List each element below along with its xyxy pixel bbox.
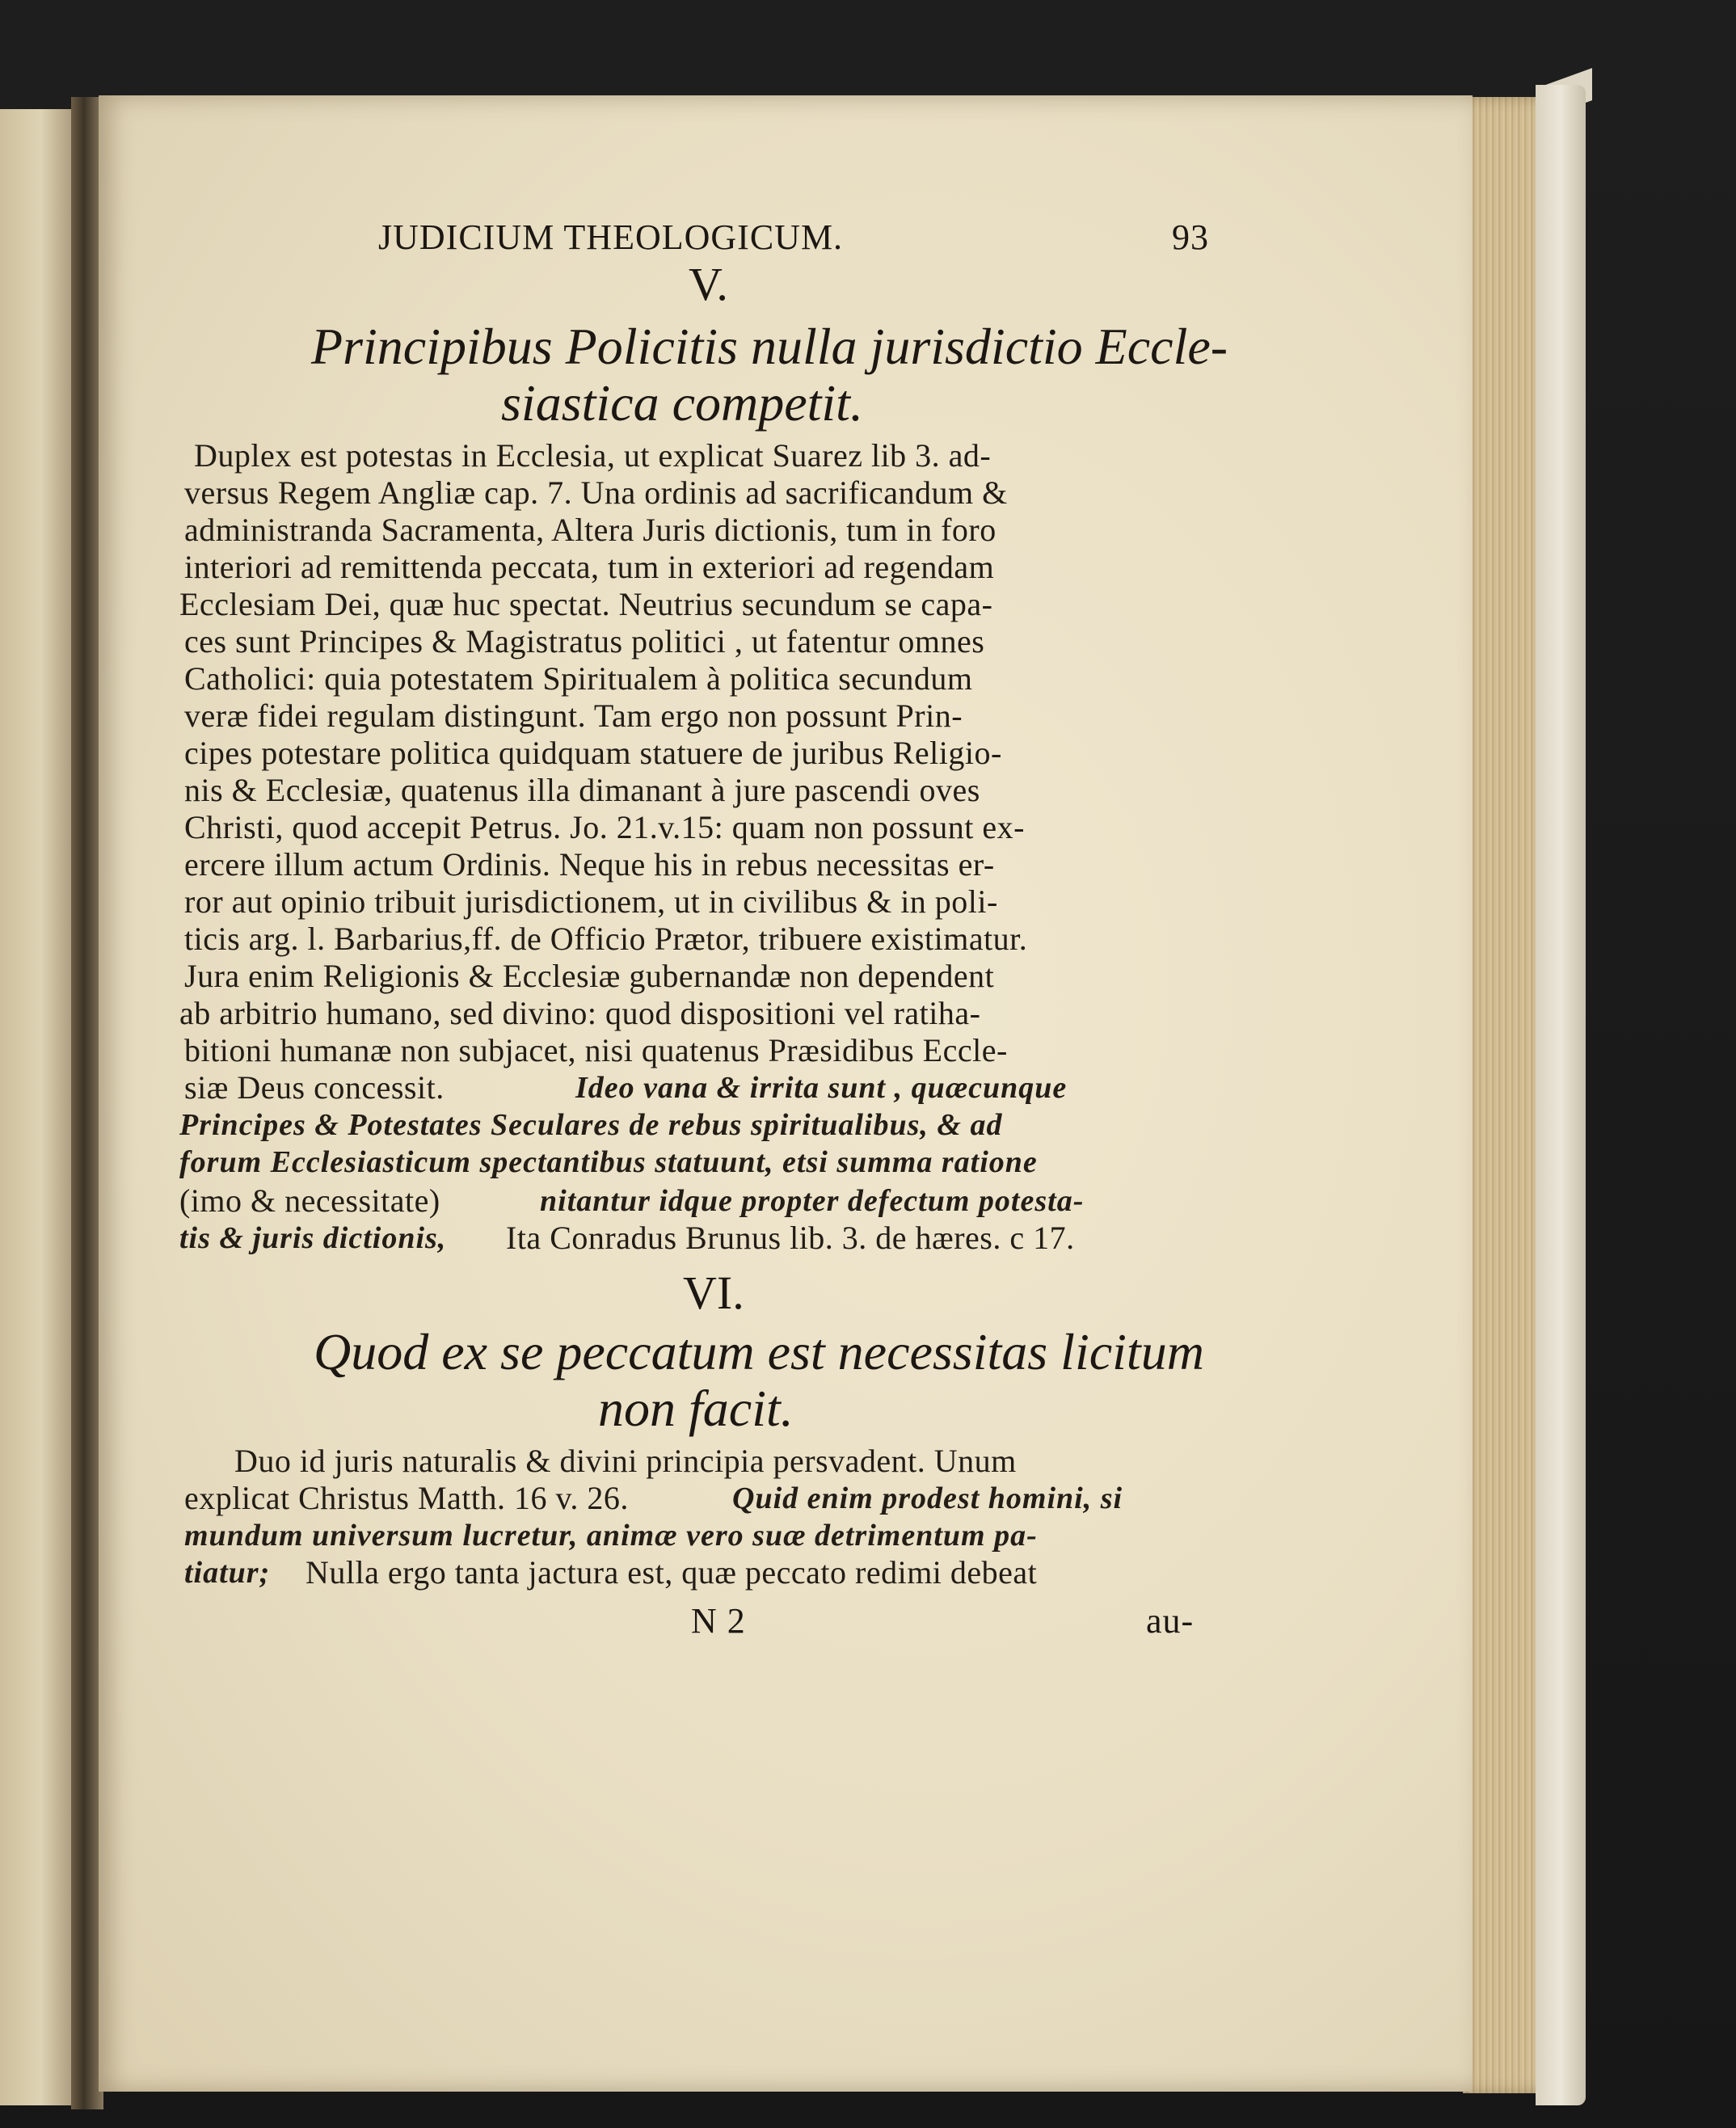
- body-line: versus Regem Angliæ cap. 7. Una ordinis ad sacrificandum &: [184, 474, 1008, 511]
- catchword: au-: [1146, 1601, 1195, 1641]
- italic-quote: Quid enim prodest homini, si: [732, 1481, 1123, 1515]
- body-line: administranda Sacramenta, Altera Juris dictionis, tum in foro: [184, 512, 997, 548]
- book-cover-edge: [1536, 85, 1586, 2105]
- facing-page-edge: [0, 109, 74, 2105]
- page-number: 93: [1172, 217, 1209, 257]
- body-line: siæ Deus concessit.: [184, 1069, 445, 1106]
- body-line: Nulla ergo tanta jactura est, quæ peccato redimi debeat: [305, 1554, 1038, 1591]
- section-numeral-vi: VI.: [683, 1266, 744, 1319]
- body-line: Duplex est potestas in Ecclesia, ut explicat Suarez lib 3. ad-: [194, 437, 992, 474]
- body-line: interiori ad remittenda peccata, tum in exteriori ad regendam: [184, 549, 995, 585]
- body-line: ticis arg. l. Barbarius,ff. de Officio Prætor, tribuere existimatur.: [184, 921, 1028, 957]
- italic-quote: tiatur;: [184, 1556, 271, 1590]
- body-line: cipes potestare politica quidquam statuere de juribus Religio-: [184, 735, 1002, 771]
- body-line: Christi, quod accepit Petrus. Jo. 21.v.15: quam non possunt ex-: [184, 809, 1025, 845]
- italic-quote: Ideo vana & irrita sunt , quæcunque: [575, 1071, 1068, 1105]
- signature-mark: N 2: [691, 1601, 746, 1641]
- body-line: Ecclesiam Dei, quæ huc spectat. Neutrius secundum se capa-: [179, 586, 993, 622]
- section-numeral-v: V.: [689, 258, 728, 310]
- section-vi-heading-line-2: non facit.: [598, 1380, 794, 1437]
- body-line: nis & Ecclesiæ, quatenus illa dimanant à jure pascendi oves: [184, 772, 980, 808]
- body-line: ab arbitrio humano, sed divino: quod dispositioni vel ratiha-: [179, 995, 981, 1031]
- body-line: Duo id juris naturalis & divini principia persvadent. Unum: [234, 1443, 1017, 1479]
- body-line: (imo & necessitate): [179, 1182, 440, 1219]
- italic-quote: forum Ecclesiasticum spectantibus statuunt, etsi summa ratione: [179, 1145, 1038, 1179]
- body-line: bitioni humanæ non subjacet, nisi quatenus Præsidibus Eccle-: [184, 1032, 1008, 1068]
- body-line: Jura enim Religionis & Ecclesiæ gubernandæ non dependent: [184, 958, 995, 994]
- body-line: Ita Conradus Brunus lib. 3. de hæres. c 17.: [506, 1220, 1075, 1256]
- body-line: veræ fidei regulam distingunt. Tam ergo non possunt Prin-: [184, 697, 963, 734]
- section-vi-heading-line-1: Quod ex se peccatum est necessitas licitum: [314, 1323, 1204, 1380]
- body-line: ror aut opinio tribuit jurisdictionem, ut in civilibus & in poli-: [184, 883, 998, 920]
- running-head-title: JUDICIUM THEOLOGICUM.: [378, 217, 844, 257]
- section-v-heading-line-1: Principibus Policitis nulla jurisdictio Eccle-: [311, 318, 1228, 375]
- italic-quote: tis & juris dictionis,: [179, 1221, 447, 1255]
- section-v-heading-line-2: siastica competit.: [501, 374, 863, 432]
- italic-quote: mundum universum lucretur, animæ vero suæ detrimentum pa-: [184, 1519, 1038, 1553]
- italic-quote: Principes & Potestates Seculares de rebus spiritualibus, & ad: [179, 1108, 1003, 1142]
- italic-quote: nitantur idque propter defectum potesta-: [540, 1184, 1085, 1218]
- body-line: explicat Christus Matth. 16 v. 26.: [184, 1480, 629, 1516]
- body-line: ces sunt Principes & Magistratus politici , ut fatentur omnes: [184, 623, 985, 659]
- body-line: Catholici: quia potestatem Spiritualem à politica secundum: [184, 660, 973, 697]
- body-line: ercere illum actum Ordinis. Neque his in rebus necessitas er-: [184, 846, 995, 883]
